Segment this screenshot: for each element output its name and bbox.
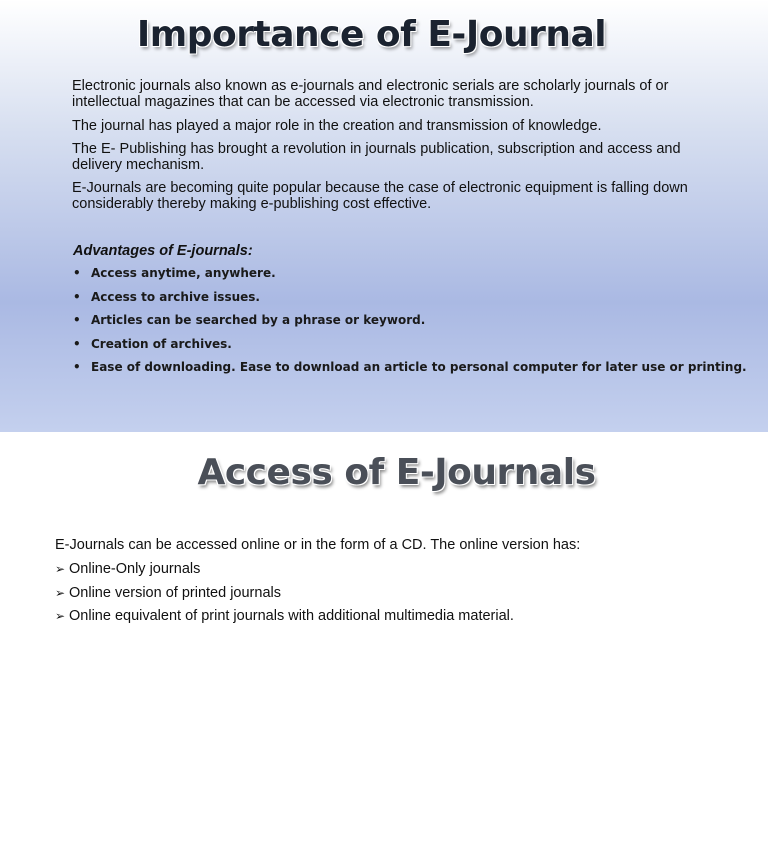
list-item-text: Articles can be searched by a phrase or keyword. <box>91 313 426 327</box>
bullet-icon: • <box>73 336 81 351</box>
access-list <box>55 561 514 632</box>
arrow-bullet-icon: ➢ <box>55 562 66 576</box>
list-item-text: Ease of downloading. Ease to download an article to personal computer for later use or printing. <box>91 360 747 374</box>
list-item <box>73 266 747 290</box>
arrow-bullet-icon: ➢ <box>55 609 66 623</box>
list-item-text: Access to archive issues. <box>91 289 260 304</box>
slide-title: Access of E-Journals <box>197 452 596 493</box>
list-item <box>55 608 514 632</box>
list-item-text: Online-Only journals <box>69 561 201 577</box>
list-item-text: Access anytime, anywhere. <box>91 266 276 280</box>
list-item-text: Creation of archives. <box>91 336 232 351</box>
paragraph: Electronic journals also known as e-journals and electronic serials are scholarly journals of or intellectual magazines that can be accessed via electronic transmission. <box>72 78 669 110</box>
intro-text: E-Journals can be accessed online or in the form of a CD. The online version has: <box>55 537 581 553</box>
list-item <box>55 585 514 609</box>
list-item <box>73 337 747 361</box>
paragraph: The journal has played a major role in the creation and transmission of knowledge. <box>72 118 602 134</box>
list-item <box>73 360 747 384</box>
paragraph: The E- Publishing has brought a revolution in journals publication, subscription and access and delivery mechanism. <box>72 141 681 173</box>
list-item <box>73 290 747 314</box>
bullet-icon: • <box>73 289 81 304</box>
slide-title: Importance of E-Journal <box>136 14 607 55</box>
bullet-icon: • <box>73 360 81 374</box>
slide-importance <box>0 0 768 432</box>
arrow-bullet-icon: ➢ <box>55 585 66 600</box>
advantages-heading: Advantages of E-journals: <box>73 243 253 259</box>
bullet-icon: • <box>73 266 81 280</box>
paragraph: E-Journals are becoming quite popular because the case of electronic equipment is falling down considerably thereby making e-publishing cost effective. <box>72 180 688 212</box>
list-item-text: Online version of printed journals <box>69 584 281 601</box>
list-item <box>73 313 747 337</box>
advantages-list <box>73 266 747 384</box>
list-item-text: Online equivalent of print journals with additional multimedia material. <box>69 608 514 624</box>
list-item <box>55 561 514 585</box>
bullet-icon: • <box>73 313 81 327</box>
